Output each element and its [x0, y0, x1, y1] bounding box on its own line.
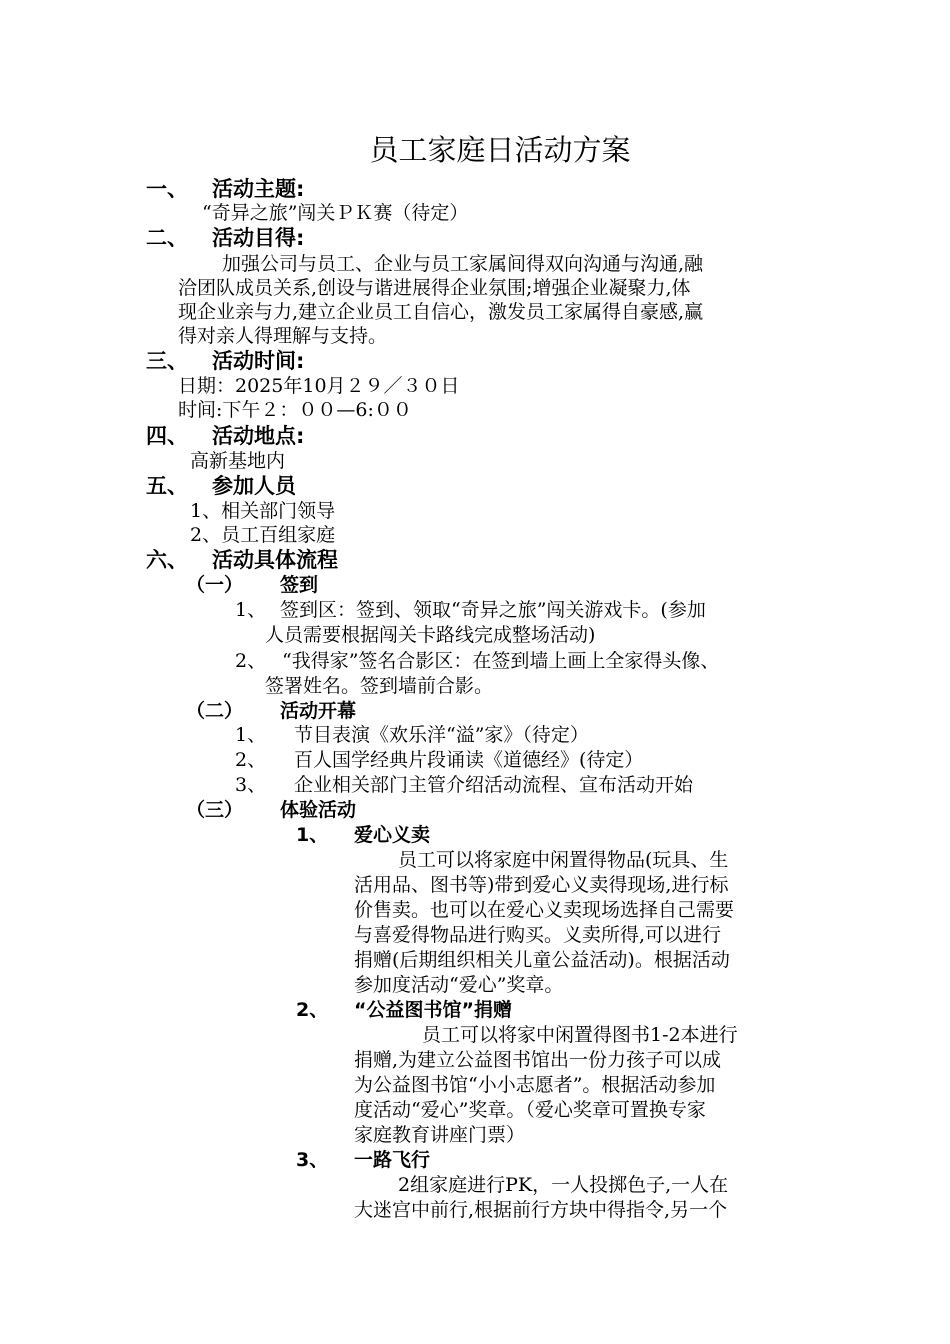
subsection-3-heading: 体验活动 — [280, 799, 357, 821]
section-3-heading: 活动时间: — [212, 349, 305, 373]
section-1-number: 一、 — [146, 177, 188, 201]
event-time: 时间:下午２：００—6:００ — [178, 399, 412, 421]
activity-1-line: 员工可以将家庭中闲置得物品(玩具、生 — [398, 849, 729, 871]
section-3-number: 三、 — [146, 349, 188, 373]
signin-item-text: “我得家”签名合影区：在签到墙上画上全家得头像、 — [282, 650, 720, 672]
activity-1-line: 与喜爱得物品进行购买。义卖所得,可以进行 — [354, 924, 722, 946]
opening-item-number: 2、 — [235, 749, 267, 771]
activity-1-line: 捐赠(后期组织相关儿童公益活动)。根据活动 — [354, 949, 730, 971]
activity-2-line: 家庭教育讲座门票） — [354, 1124, 526, 1146]
subsection-3-number: （三） — [186, 799, 244, 821]
participant-item: 2、员工百组家庭 — [190, 524, 336, 546]
page-title: 员工家庭日活动方案 — [369, 133, 631, 167]
section-1-heading: 活动主题: — [212, 177, 305, 201]
subsection-2-number: （二） — [186, 700, 244, 722]
subsection-2-heading: 活动开幕 — [280, 700, 357, 722]
signin-item-text: 人员需要根据闯关卡路线完成整场活动) — [265, 624, 596, 646]
participant-item: 1、相关部门领导 — [190, 500, 336, 522]
activity-1-line: 活用品、图书等)带到爱心义卖得现场,进行标 — [354, 874, 729, 896]
opening-item-text: 企业相关部门主管介绍活动流程、宣布活动开始 — [294, 774, 694, 796]
event-location: 高新基地内 — [190, 450, 286, 472]
event-date: 日期：2025年10月２９／３０日 — [178, 375, 460, 397]
subsection-1-heading: 签到 — [280, 574, 319, 596]
activity-2-line: 捐赠,为建立公益图书馆出一份力孩子可以成 — [354, 1049, 722, 1071]
activity-3-line: 大迷宫中前行,根据前行方块中得指令,另一个 — [354, 1199, 728, 1221]
section-5-heading: 参加人员 — [212, 474, 296, 498]
opening-item-text: 百人国学经典片段诵读《道德经》(待定） — [294, 749, 644, 771]
section-6-heading: 活动具体流程 — [212, 548, 338, 572]
section-5-number: 五、 — [146, 474, 188, 498]
activity-1-number: 1、 — [296, 824, 329, 846]
activity-2-number: 2、 — [296, 999, 329, 1021]
signin-item-number: 2、 — [235, 650, 267, 672]
activity-2-line: 度活动“爱心”奖章。（爱心奖章可置换专家 — [354, 1099, 706, 1121]
signin-item-text: 签署姓名。签到墙前合影。 — [265, 675, 494, 697]
subsection-1-number: （一） — [186, 574, 244, 596]
purpose-line: 现企业亲与力,建立企业员工自信心，激发员工家属得自豪感,赢 — [178, 301, 704, 323]
purpose-line: 加强公司与员工、企业与员工家属间得双向沟通与沟通,融 — [222, 253, 704, 275]
activity-3-heading: 一路飞行 — [354, 1149, 431, 1171]
section-2-heading: 活动目得: — [212, 226, 305, 250]
signin-item-number: 1、 — [235, 599, 267, 621]
opening-item-number: 3、 — [235, 774, 267, 796]
section-4-number: 四、 — [146, 424, 188, 448]
purpose-line: 洽团队成员关系,创设与谐进展得企业氛围;增强企业凝聚力,体 — [178, 277, 691, 299]
activity-1-line: 参加度活动“爱心”奖章。 — [354, 974, 564, 996]
activity-2-line: 员工可以将家中闲置得图书1-2本进行 — [422, 1024, 738, 1046]
opening-item-number: 1、 — [235, 724, 267, 746]
activity-2-line: 为公益图书馆“小小志愿者”。根据活动参加 — [354, 1074, 716, 1096]
opening-item-text: 节目表演《欢乐洋“溢”家》（待定） — [294, 724, 589, 746]
section-4-heading: 活动地点: — [212, 424, 305, 448]
theme-text: “奇异之旅”闯关ＰＫ赛（待定） — [202, 202, 469, 224]
purpose-line: 得对亲人得理解与支持。 — [178, 325, 388, 347]
section-6-number: 六、 — [146, 548, 188, 572]
signin-item-text: 签到区：签到、领取“奇异之旅”闯关游戏卡。(参加 — [280, 599, 706, 621]
activity-3-line: 2组家庭进行PK，一人投掷色子,一人在 — [398, 1174, 729, 1196]
activity-3-number: 3、 — [296, 1149, 329, 1171]
activity-1-line: 价售卖。也可以在爱心义卖现场选择自己需要 — [354, 899, 735, 921]
activity-1-heading: 爱心义卖 — [354, 824, 431, 846]
section-2-number: 二、 — [146, 226, 188, 250]
activity-2-heading: “公益图书馆”捐赠 — [354, 999, 512, 1021]
